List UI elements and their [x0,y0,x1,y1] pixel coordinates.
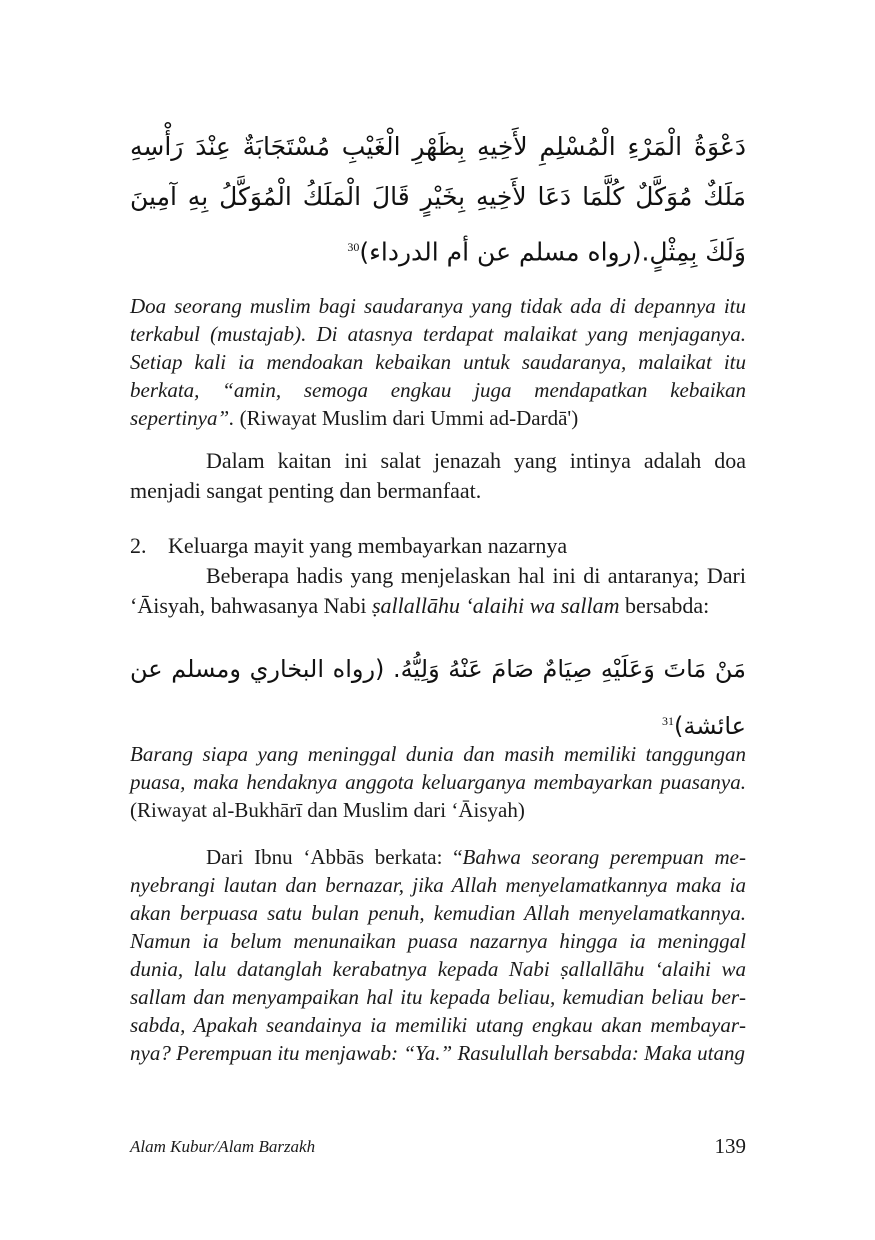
paragraph-salat-jenazah [130,446,746,506]
list-item-text: Keluarga mayit yang membayarkan nazarnya [168,533,568,558]
hadith-1-translation-text: Doa seorang muslim bagi saudaranya yang tidak ada di depannya itu terkabul (mustajab). Di atasnya terdapat malaikat yang menjaganya. Setiap kali ia mendoakan kebaikan untuk saudaranya, malaikat itu berkata, “amin, semoga engkau juga mendapatkan kebaikan sepertinya”. [130,294,746,430]
paragraph-hadis-intro-text: Beberapa hadis yang menjelaskan hal ini di antaranya; Dari ‘Āisyah, bahwasanya Nabi [130,563,746,618]
honorific-text: ṣallallāhu ‘alaihi wa sallam [371,593,620,618]
paragraph-salat-jenazah-text: Dalam kaitan ini salat jenazah yang intinya adalah doa menjadi sangat penting dan bermanfaat. [130,448,746,503]
page-number: 139 [714,1134,746,1158]
paragraph-hadis-intro [130,561,746,621]
list-item-2 [130,531,746,561]
paragraph-hadis-outro: bersabda: [619,593,710,618]
page-footer [130,1134,746,1158]
footnote-marker-31: 31 [662,714,675,728]
arabic-hadith-1-text: دَعْوَةُ الْمَرْءِ الْمُسْلِمِ لأَخِيهِ بِظَهْرِ الْغَيْبِ مُسْتَجَابَةٌ عِنْدَ رَأْسِهِ مَلَكٌ مُوَكَّلٌ كُلَّمَا دَعَا لأَخِيهِ بِخَيْرٍ قَالَ الْمَلَكُ الْمُوَكَّلُ بِهِ آمِينَ وَلَكَ بِمِثْلٍ.(رواه مسلم عن أم الدرداء) [130,132,746,267]
arabic-hadith-2 [130,643,746,752]
hadith-1-source: (Riwayat Muslim dari Ummi ad-Dardā') [239,406,579,430]
paragraph-ibnu-abbas-quote: Bahwa seorang perempuan menyebrangi lautan dan bernazar, jika Allah menyelamatkannya maka ia akan berpuasa satu bulan penuh, kemudian Allah menyelamatkannya. Namun ia belum menunaikan puasa nazarnya hingga ia meninggal dunia, lalu datanglah kerabatnya kepada Nabi ṣallallāhu ‘alaihi wa sallam dan menyampaikan hal itu kepada beliau, kemudian beliau bersabda, Apakah seandainya ia memiliki utang engkau akan membayarnya? Perempuan itu menjawab: “Ya.” Rasulullah bersabda: Maka utang [130,845,747,1065]
hadith-1-translation [130,292,746,432]
running-footer-title: Alam Kubur/Alam Barzakh [130,1137,316,1156]
paragraph-ibnu-abbas-intro: Dari Ibnu ‘Abbās berkata: “ [206,845,463,869]
list-item-number: 2. [130,533,147,558]
hadith-2-translation [130,740,746,824]
paragraph-ibnu-abbas [130,843,746,1067]
arabic-hadith-1 [130,122,746,277]
arabic-hadith-2-text: مَنْ مَاتَ وَعَلَيْهِ صِيَامٌ صَامَ عَنْهُ وَلِيُّهُ. (رواه البخاري ومسلم عن عائشة) [130,655,746,740]
hadith-2-source: (Riwayat al-Bukhārī dan Muslim dari ‘Āisyah) [130,798,525,822]
hadith-2-translation-text: Barang siapa yang meninggal dunia dan masih memiliki tanggungan puasa, maka hendaknya anggota keluarganya membayarkan puasanya. [130,742,746,794]
footnote-marker-30: 30 [347,240,360,254]
book-page [130,0,746,1240]
